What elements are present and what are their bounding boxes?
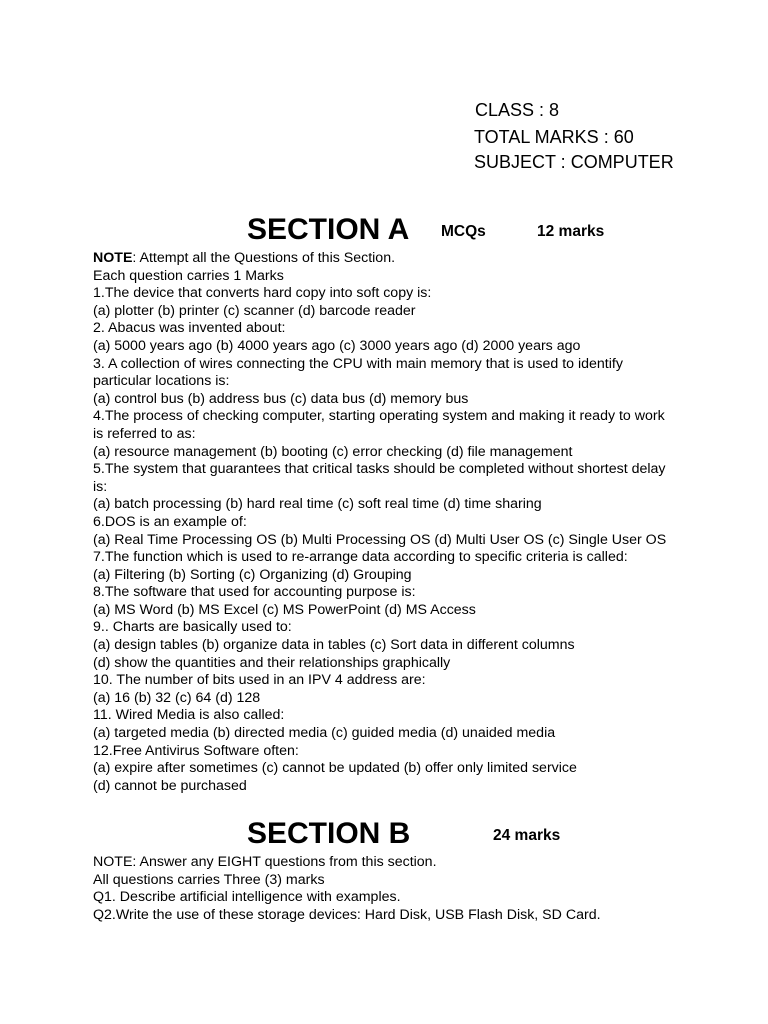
question-6: 6.DOS is an example of: xyxy=(93,513,247,530)
section-b-heading xyxy=(247,816,727,852)
question-4-options: (a) resource management (b) booting (c) error checking (d) file management xyxy=(93,443,573,460)
note-text: : Attempt all the Questions of this Section. xyxy=(132,250,396,266)
question-1: 1.The device that converts hard copy into soft copy is: xyxy=(93,285,432,302)
question-8-options: (a) MS Word (b) MS Excel (c) MS PowerPoint (d) MS Access xyxy=(93,601,476,618)
question-2: 2. Abacus was invented about: xyxy=(93,320,286,337)
question-5-continued: is: xyxy=(93,478,108,495)
section-b-question-1: Q1. Describe artificial intelligence with examples. xyxy=(93,889,401,906)
question-3-options: (a) control bus (b) address bus (c) data bus (d) memory bus xyxy=(93,390,469,407)
section-a-title: SECTION A xyxy=(247,213,410,246)
total-marks-label: TOTAL MARKS : 60 xyxy=(474,127,634,147)
question-12: 12.Free Antivirus Software often: xyxy=(93,742,299,759)
question-12-options-continued: (d) cannot be purchased xyxy=(93,777,247,794)
section-b-question-2: Q2.Write the use of these storage devices: Hard Disk, USB Flash Disk, SD Card. xyxy=(93,906,601,923)
question-11: 11. Wired Media is also called: xyxy=(93,707,285,724)
question-7-options: (a) Filtering (b) Sorting (c) Organizing (d) Grouping xyxy=(93,566,412,583)
question-4: 4.The process of checking computer, starting operating system and making it ready to work xyxy=(93,408,665,425)
section-a-type: MCQs xyxy=(441,223,486,240)
section-a-body xyxy=(93,250,733,795)
section-a-heading xyxy=(247,212,727,248)
question-7: 7.The function which is used to re-arrange data according to specific criteria is called: xyxy=(93,549,628,566)
question-3: 3. A collection of wires connecting the CPU with main memory that is used to identify xyxy=(93,355,623,372)
question-3-continued: particular locations is: xyxy=(93,373,230,390)
section-a-note xyxy=(93,250,733,268)
section-b-title: SECTION B xyxy=(247,817,411,850)
question-4-continued: is referred to as: xyxy=(93,425,196,442)
question-12-options: (a) expire after sometimes (c) cannot be updated (b) offer only limited service xyxy=(93,760,577,777)
question-9: 9.. Charts are basically used to: xyxy=(93,619,292,636)
question-1-options: (a) plotter (b) printer (c) scanner (d) barcode reader xyxy=(93,302,416,319)
question-11-options: (a) targeted media (b) directed media (c) guided media (d) unaided media xyxy=(93,725,556,742)
section-b-body xyxy=(93,854,733,924)
question-5: 5.The system that guarantees that critical tasks should be completed without shortest delay xyxy=(93,461,666,478)
note-label: NOTE xyxy=(93,250,133,266)
question-6-options: (a) Real Time Processing OS (b) Multi Processing OS (d) Multi User OS (c) Single User OS xyxy=(93,531,667,548)
question-9-options: (a) design tables (b) organize data in tables (c) Sort data in different columns xyxy=(93,637,575,654)
section-b-marks: 24 marks xyxy=(493,827,561,844)
question-5-options: (a) batch processing (b) hard real time (c) soft real time (d) time sharing xyxy=(93,496,542,513)
question-10: 10. The number of bits used in an IPV 4 address are: xyxy=(93,672,426,689)
question-10-options: (a) 16 (b) 32 (c) 64 (d) 128 xyxy=(93,689,261,706)
subject-label: SUBJECT : COMPUTER xyxy=(474,152,674,172)
section-b-note: NOTE: Answer any EIGHT questions from this section. xyxy=(93,854,437,870)
question-8: 8.The software that used for accounting purpose is: xyxy=(93,584,416,601)
section-b-marks-note: All questions carries Three (3) marks xyxy=(93,871,325,888)
section-a-line: Each question carries 1 Marks xyxy=(93,267,284,284)
question-9-options-continued: (d) show the quantities and their relationships graphically xyxy=(93,654,451,671)
exam-header xyxy=(474,98,734,175)
class-label: CLASS : 8 xyxy=(475,100,560,120)
section-a-marks: 12 marks xyxy=(537,223,605,240)
question-2-options: (a) 5000 years ago (b) 4000 years ago (c) 3000 years ago (d) 2000 years ago xyxy=(93,337,581,354)
